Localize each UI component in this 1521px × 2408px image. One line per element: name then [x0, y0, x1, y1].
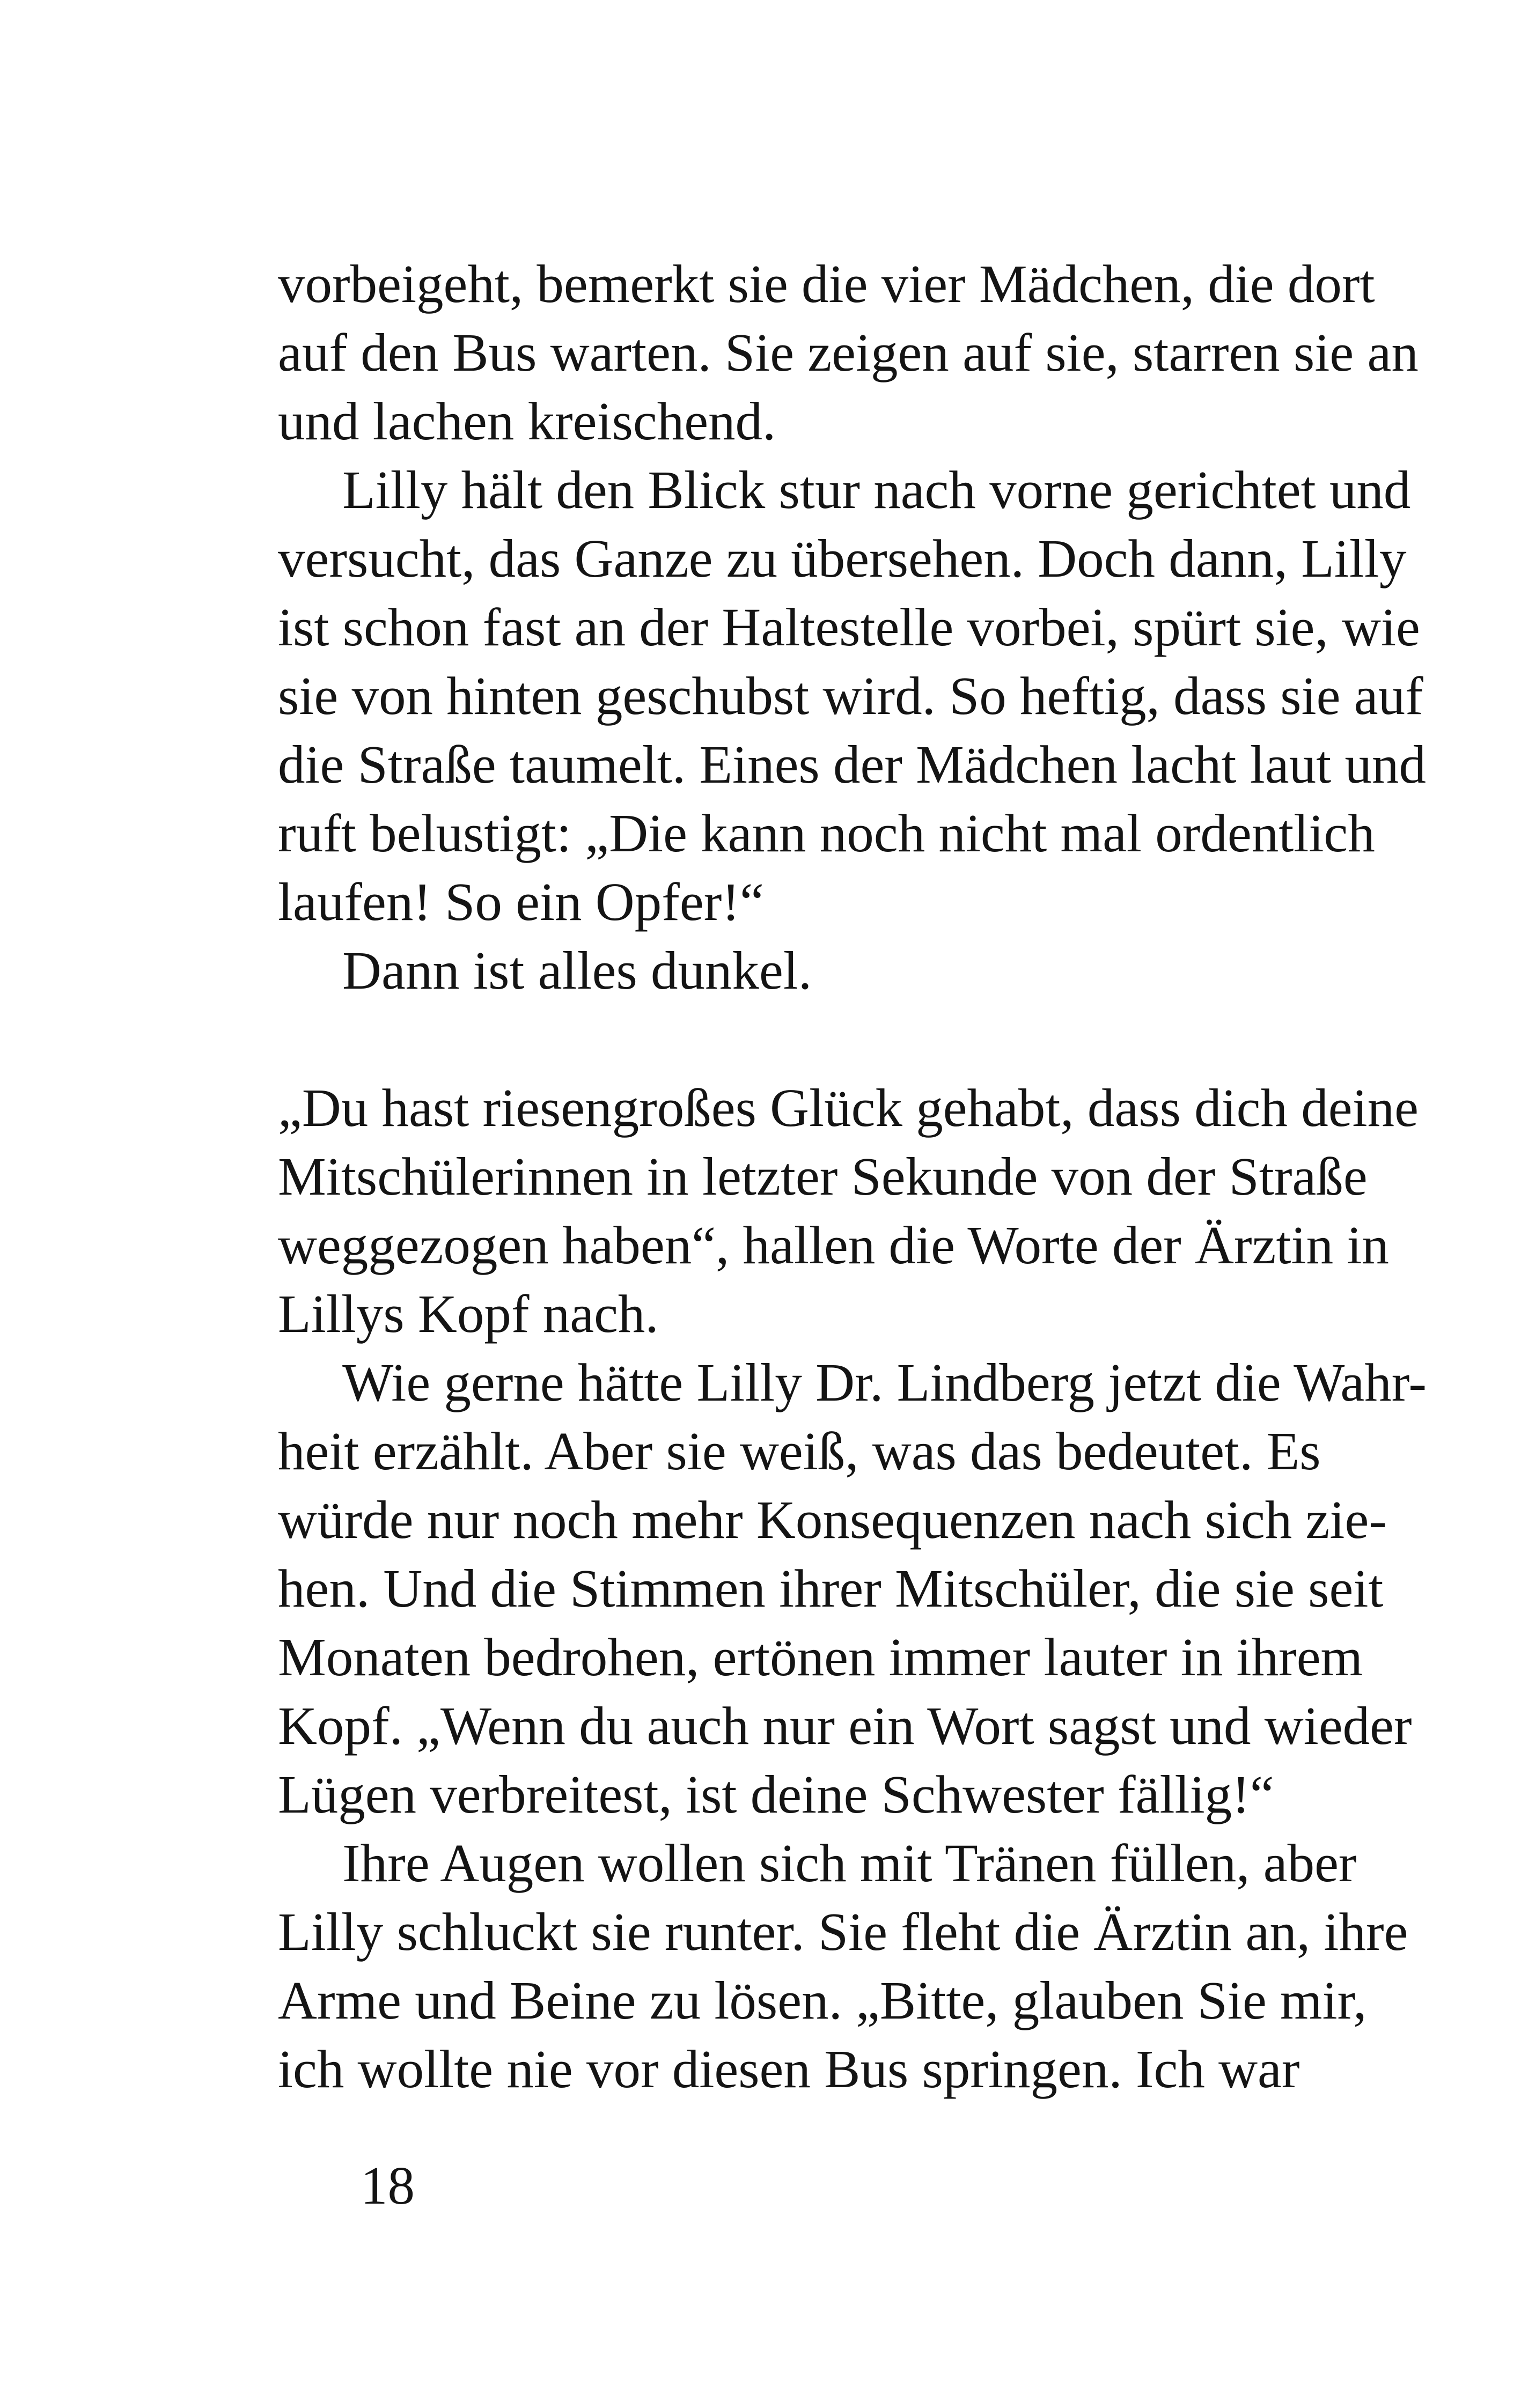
paragraph-5	[278, 1348, 1427, 1829]
text-line: auf den Bus warten. Sie zeigen auf sie, starren sie an	[278, 322, 1419, 382]
text-line: laufen! So ein Opfer!“	[278, 872, 764, 932]
paragraph-2	[278, 455, 1426, 936]
text-line: Wie gerne hätte Lilly Dr. Lindberg jetzt die Wahr-	[342, 1352, 1427, 1412]
text-line: ruft belustigt: „Die kann noch nicht mal ordentlich	[278, 803, 1375, 863]
text-line: „Du hast riesengroßes Glück gehabt, dass dich deine	[278, 1078, 1419, 1138]
text-line: hen. Und die Stimmen ihrer Mitschüler, die sie seit	[278, 1558, 1384, 1618]
text-line: Lügen verbreitest, ist deine Schwester fällig!“	[278, 1764, 1274, 1824]
text-line: Lillys Kopf nach.	[278, 1284, 659, 1344]
text-line: weggezogen haben“, hallen die Worte der Ärztin in	[278, 1215, 1389, 1275]
text-line: heit erzählt. Aber sie weiß, was das bedeutet. Es	[278, 1421, 1321, 1481]
text-line: Dann ist alles dunkel.	[342, 940, 812, 1000]
paragraph-6	[278, 1829, 1408, 2103]
text-line: und lachen kreischend.	[278, 391, 776, 451]
text-line: Monaten bedrohen, ertönen immer lauter in ihrem	[278, 1627, 1363, 1687]
body-text	[278, 249, 1427, 2103]
text-line: Mitschülerinnen in letzter Sekunde von der Straße	[278, 1146, 1368, 1206]
text-line: ist schon fast an der Haltestelle vorbei, spürt sie, wie	[278, 597, 1420, 657]
text-line: Ihre Augen wollen sich mit Tränen füllen, aber	[342, 1833, 1357, 1893]
paragraph-4	[278, 1073, 1419, 1348]
paragraph-1	[278, 249, 1419, 455]
text-line: Kopf. „Wenn du auch nur ein Wort sagst und wieder	[278, 1696, 1412, 1756]
text-line: Lilly schluckt sie runter. Sie fleht die Ärztin an, ihre	[278, 1902, 1408, 1962]
text-line: vorbeigeht, bemerkt sie die vier Mädchen, die dort	[278, 254, 1375, 314]
text-line: Arme und Beine zu lösen. „Bitte, glauben Sie mir,	[278, 1970, 1367, 2030]
text-line: versucht, das Ganze zu übersehen. Doch dann, Lilly	[278, 528, 1407, 588]
section-break	[278, 1005, 1297, 1073]
paragraph-3	[278, 936, 1297, 1005]
text-line: sie von hinten geschubst wird. So heftig, dass sie auf	[278, 666, 1423, 726]
text-line: würde nur noch mehr Konsequenzen nach sich zie-	[278, 1490, 1387, 1550]
text-line: Lilly hält den Blick stur nach vorne gerichtet und	[342, 460, 1411, 520]
text-line: die Straße taumelt. Eines der Mädchen lacht laut und	[278, 734, 1426, 794]
page-number: 18	[361, 2155, 415, 2215]
text-line: ich wollte nie vor diesen Bus springen. Ich war	[278, 2039, 1300, 2099]
